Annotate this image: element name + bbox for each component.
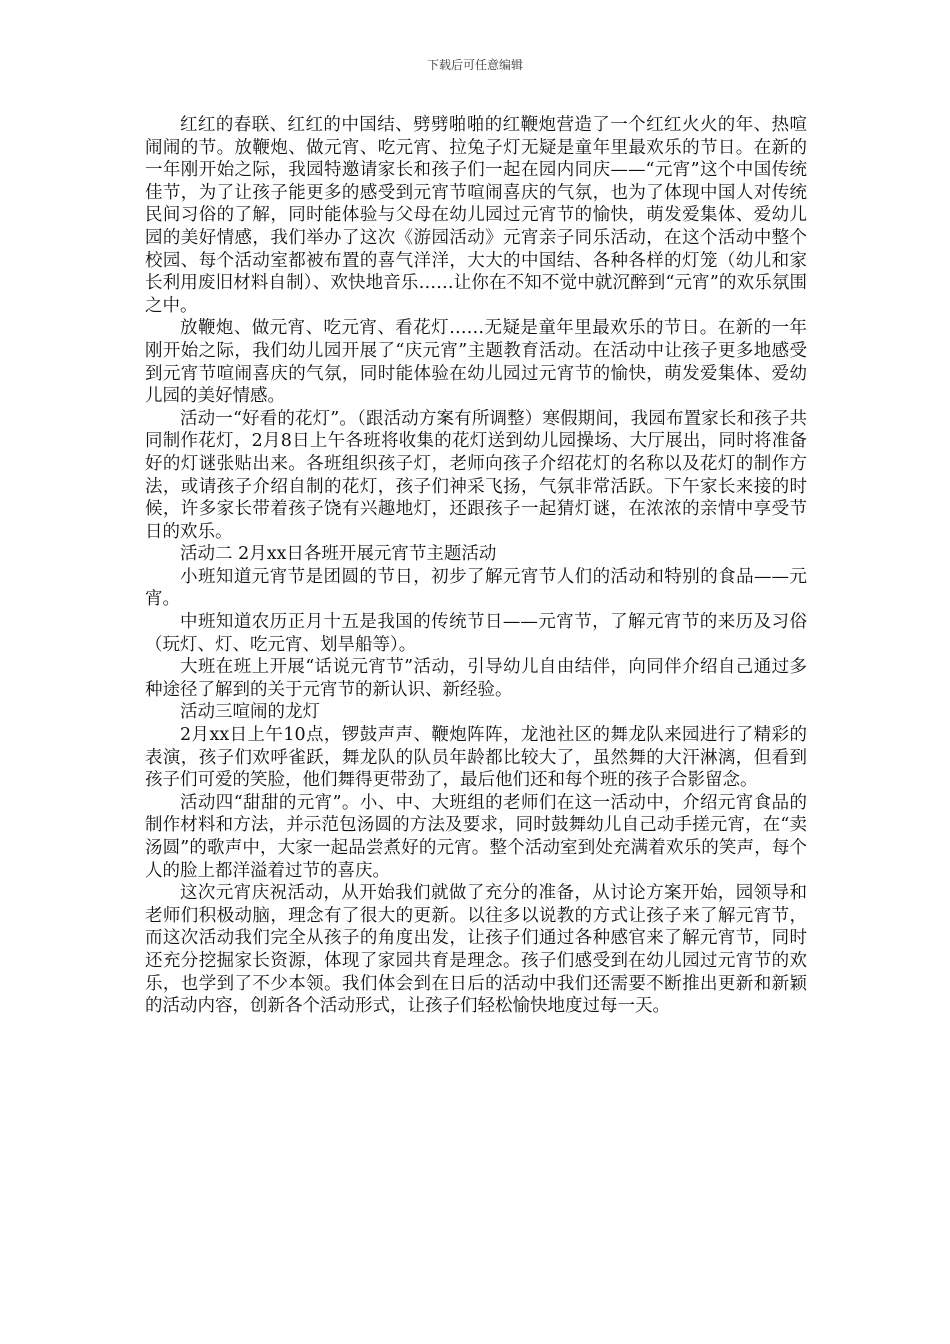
- paragraph-activity-four: 活动四“甜甜的元宵”。小、中、大班组的老师们在这一活动中，介绍元宵食品的制作材料和方法，并示范包汤圆的方法及要求，同时鼓舞幼儿自己动手搓元宵，在“卖汤圆”的歌声中，大家一起品尝煮好的元宵。整个活动室到处充满着欢乐的笑声，每个人的脸上都洋溢着过节的喜庆。: [145, 792, 807, 881]
- page-header: 下载后可任意编辑: [426, 58, 523, 72]
- paragraph-conclusion: 这次元宵庆祝活动，从开始我们就做了充分的准备，从讨论方案开始，园领导和老师们积极动脑，理念有了很大的更新。以往多以说教的方式让孩子来了解元宵节，而这次活动我们完全从孩子的角度出发，让孩子们通过各种感官来了解元宵节，同时还充分挖掘家长资源，体现了家园共育是理念。孩子们感受到在幼儿园过元宵节的欢乐，也学到了不少本领。我们体会到在日后的活动中我们还需要不断推出更新和新颖的活动内容，创新各个活动形式，让孩子们轻松愉快地度过每一天。: [145, 883, 807, 1017]
- paragraph-middle-class: 中班知道农历正月十五是我国的传统节日——元宵节，了解元宵节的来历及习俗（玩灯、灯、吃元宵、划旱船等）。: [145, 612, 807, 655]
- paragraph-activity-three-heading: 活动三喧闹的龙灯: [180, 702, 320, 723]
- document-body: [145, 114, 807, 1018]
- paragraph-dragon-dance: 2月xx日上午10点，锣鼓声声、鞭炮阵阵，龙池社区的舞龙队来园进行了精彩的表演，孩子们欢呼雀跃，舞龙队的队员年龄都比较大了，虽然舞的大汗淋漓，但看到孩子们可爱的笑脸，他们舞得更带劲了，最后他们还和每个班的孩子合影留念。: [145, 725, 807, 791]
- paragraph-small-class: 小班知道元宵节是团圆的节日，初步了解元宵节人们的活动和特别的食品——元宵。: [145, 566, 807, 610]
- paragraph-intro: 红红的春联、红红的中国结、劈劈啪啪的红鞭炮营造了一个红红火火的年、热喧闹闹的节。放鞭炮、做元宵、吃元宵、拉兔子灯无疑是童年里最欢乐的节日。在新的一年刚开始之际，我园特邀请家长和孩子们一起在园内同庆——“元宵”这个中国传统佳节，为了让孩子能更多的感受到元宵节喧闹喜庆的气氛，也为了体现中国人对传统民间习俗的了解，同时能体验与父母在幼儿园过元宵节的愉快，萌发爱集体、爱幼儿园的美好情感，我们举办了这次《游园活动》元宵亲子同乐活动，在这个活动中整个校园、每个活动室都被布置的喜气洋洋，大大的中国结、各种各样的灯笼（幼儿和家长利用废旧材料自制）、欢快地音乐……让你在不知不觉中就沉醉到“元宵”的欢乐氛围之中。: [145, 115, 807, 316]
- paragraph-big-class: 大班在班上开展“话说元宵节”活动，引导幼儿自由结伴，向同伴介绍自己通过多种途径了解到的关于元宵节的新认识、新经验。: [145, 657, 807, 700]
- paragraph-activity-two-heading: 活动二 2月xx日各班开展元宵节主题活动: [180, 544, 497, 565]
- paragraph-activity-one: 活动一“好看的花灯”。（跟活动方案有所调整）寒假期间，我园布置家长和孩子共同制作花灯，2月8日上午各班将收集的花灯送到幼儿园操场、大厅展出，同时将准备好的灯谜张贴出来。各班组织孩子灯，老师向孩子介绍花灯的名称以及花灯的制作方法，或请孩子介绍自制的花灯，孩子们神采飞扬，气氛非常活跃。下午家长来接的时候，许多家长带着孩子饶有兴趣地灯，还跟孩子一起猜灯谜，在浓浓的亲情中享受节日的欢乐。: [145, 408, 807, 542]
- paragraph-theme: 放鞭炮、做元宵、吃元宵、看花灯……无疑是童年里最欢乐的节日。在新的一年刚开始之际，我们幼儿园开展了“庆元宵”主题教育活动。在活动中让孩子更多地感受到元宵节喧闹喜庆的气氛，同时能体验在幼儿园过元宵节的愉快，萌发爱集体、爱幼儿园的美好情感。: [145, 318, 807, 407]
